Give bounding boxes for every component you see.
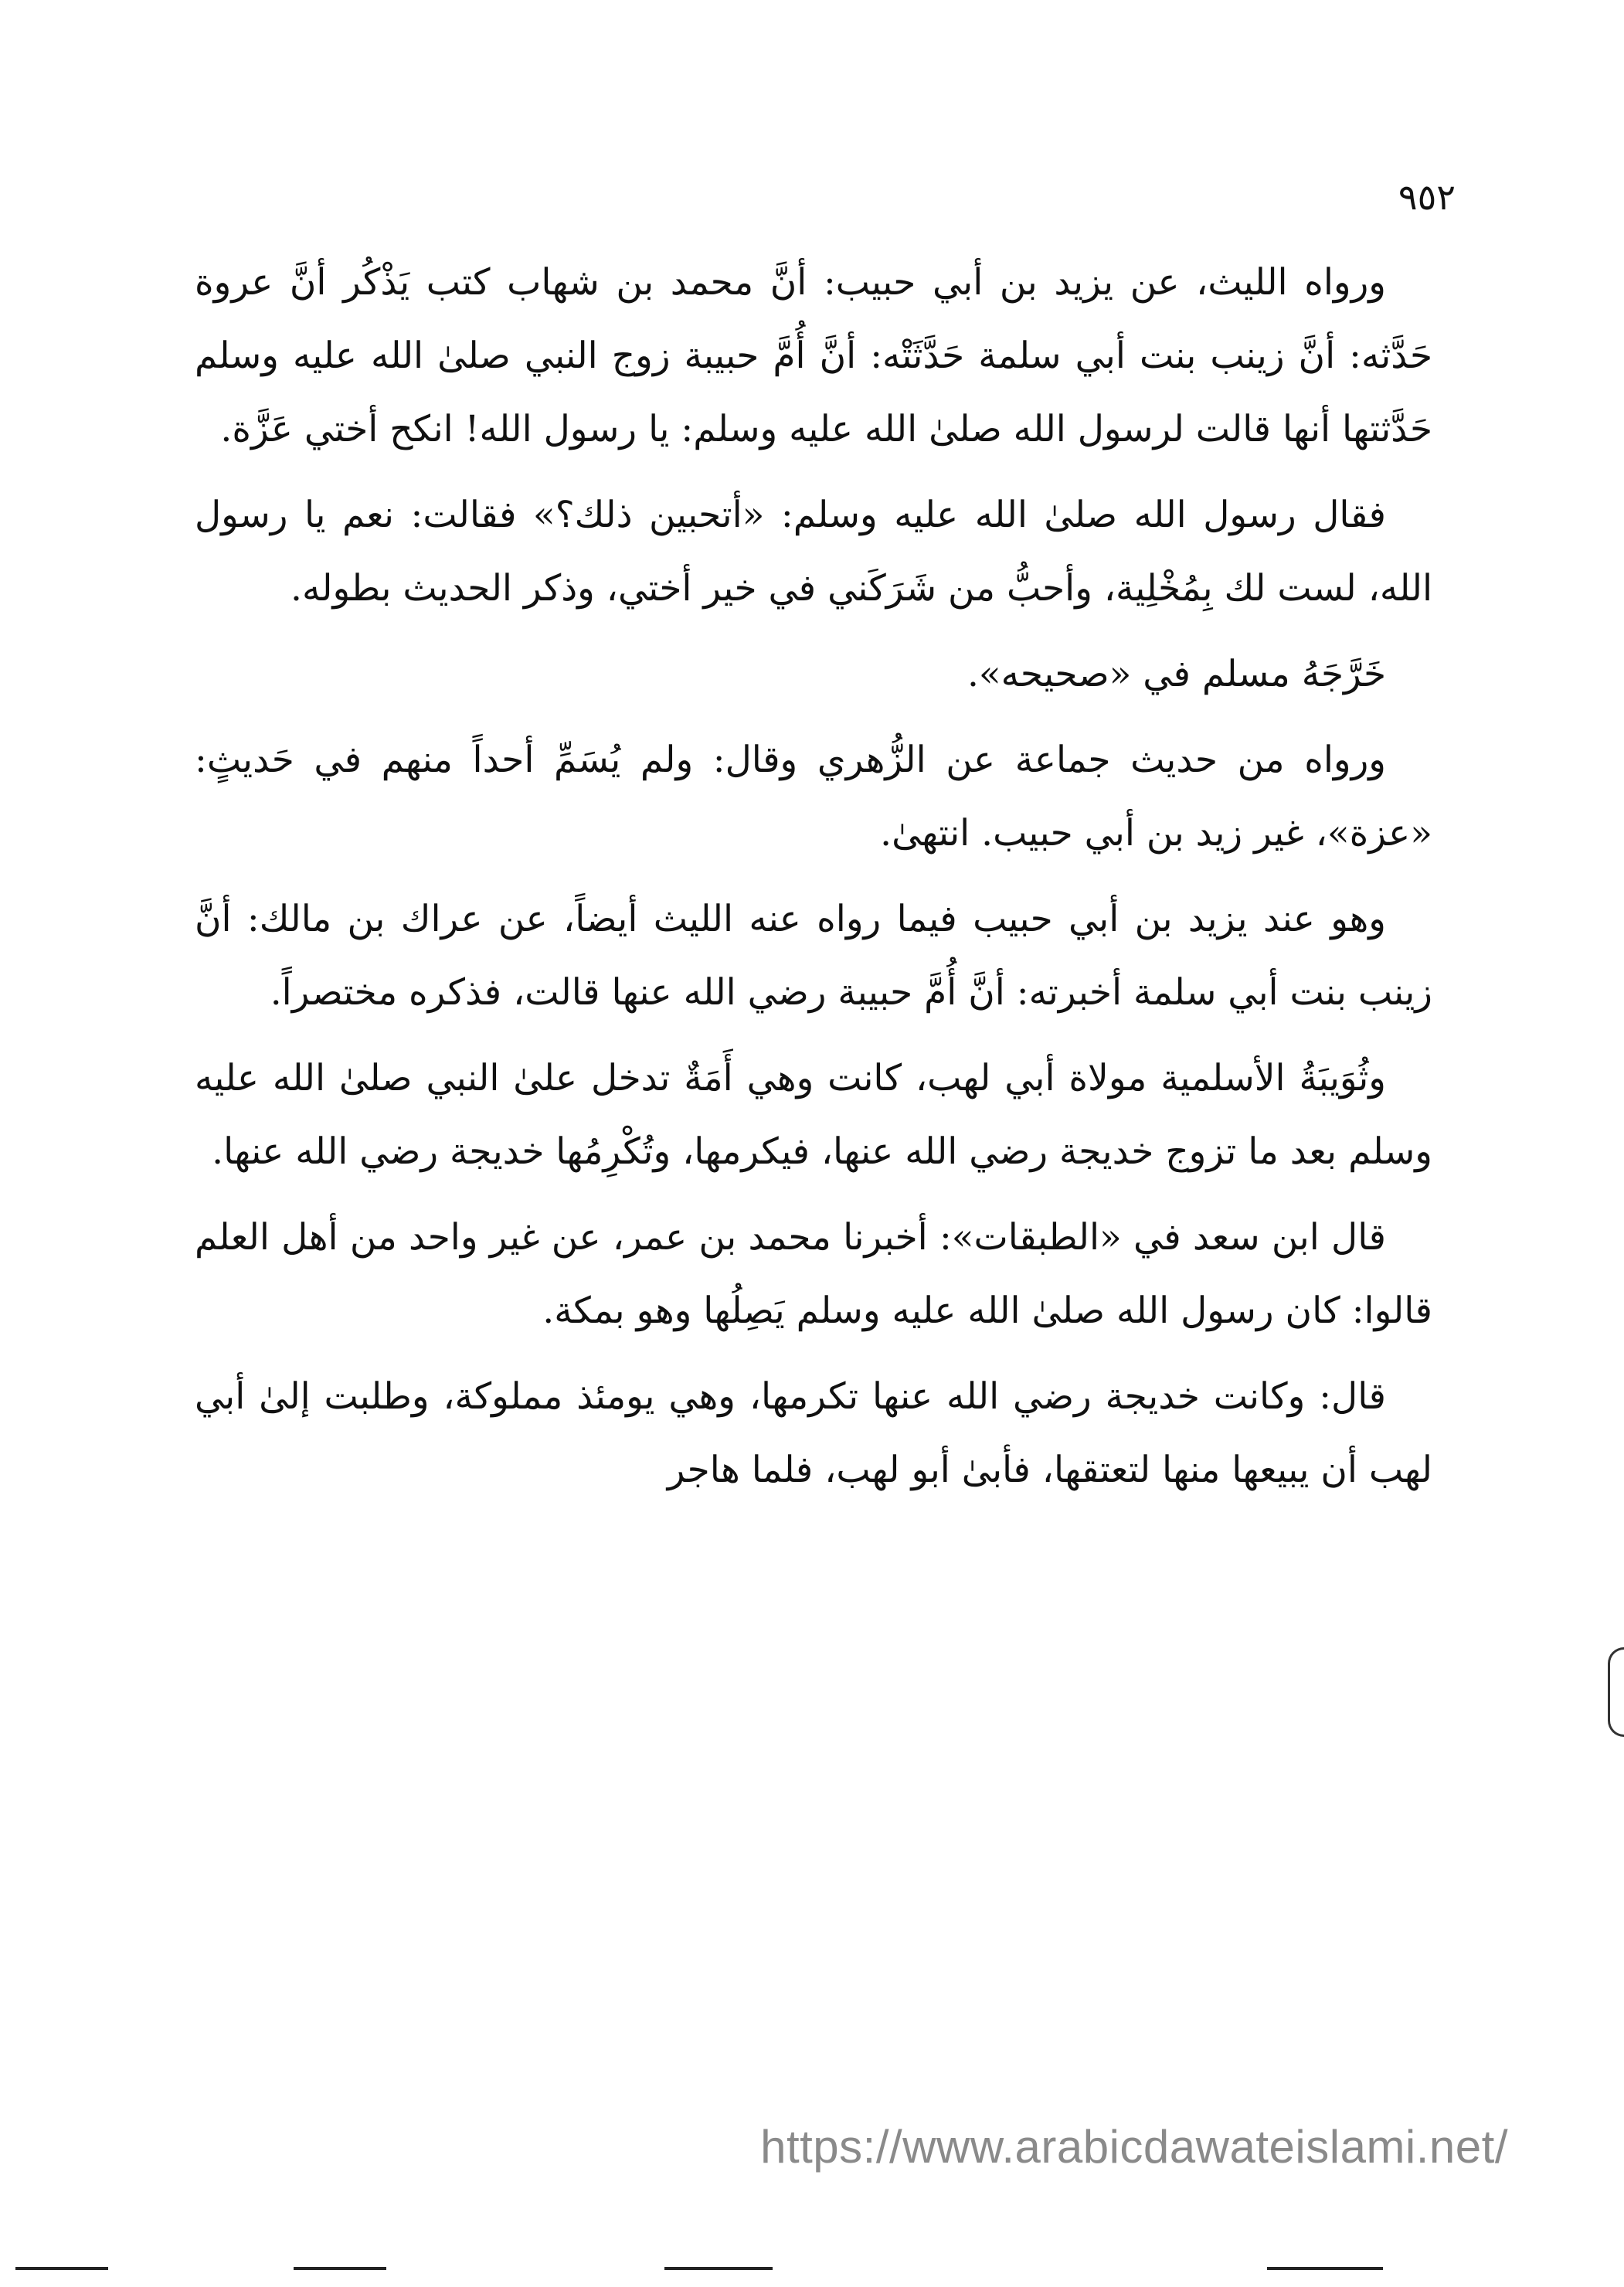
watermark-url: https://www.arabicdawateislami.net/ [760, 2121, 1508, 2173]
bottom-rule-4 [1267, 2267, 1383, 2270]
page-number: ٩٥٢ [1398, 176, 1456, 218]
paragraph-7: قال ابن سعد في «الطبقات»: أخبرنا محمد بن عمر، عن غير واحد من أهل العلم قالوا: كان رسول الله صلىٰ الله عليه وسلم يَصِلُها وهو بمكة. [195, 1216, 1432, 1332]
bottom-rule-1 [15, 2267, 108, 2270]
paragraph-3: خَرَّجَهُ مسلم في «صحيحه». [967, 653, 1386, 695]
bottom-rule-2 [294, 2267, 386, 2270]
body-text [195, 246, 1432, 1519]
paragraph-4: ورواه من حديث جماعة عن الزُّهري وقال: ولم يُسَمِّ أحداً منهم في حَديثٍ: «عزة»، غير زيد بن أبي حبيب. انتهىٰ. [195, 739, 1432, 855]
paragraph-6: وثُوَيبَةُ الأسلمية مولاة أبي لهب، كانت وهي أَمَةٌ تدخل علىٰ النبي صلىٰ الله عليه وسلم بعد ما تزوج خديجة رضي الله عنها، فيكرمها، وتُكْرِمُها خديجة رضي الله عنها. [195, 1057, 1432, 1173]
paragraph-5: وهو عند يزيد بن أبي حبيب فيما رواه عنه الليث أيضاً، عن عراك بن مالك: أنَّ زينب بنت أبي سلمة أخبرته: أنَّ أُمَّ حبيبة رضي الله عنها قالت، فذكره مختصراً. [195, 898, 1432, 1014]
page-edge-mark [1608, 1647, 1624, 1737]
bottom-rule-3 [664, 2267, 773, 2270]
paragraph-8: قال: وكانت خديجة رضي الله عنها تكرمها، وهي يومئذ مملوكة، وطلبت إلىٰ أبي لهب أن يبيعها منها لتعتقها، فأبىٰ أبو لهب، فلما هاجر [195, 1375, 1432, 1491]
paragraph-1: ورواه الليث، عن يزيد بن أبي حبيب: أنَّ محمد بن شهاب كتب يَذْكُر أنَّ عروة حَدَّثه: أنَّ زينب بنت أبي سلمة حَدَّثَتْه: أنَّ أُمَّ حبيبة زوج النبي صلىٰ الله عليه وسلم حَدَّثتها أنها قالت لرسول الله صلىٰ الله عليه وسلم: يا رسول الله! انكح أختي عَزَّة. [195, 261, 1432, 450]
paragraph-2: فقال رسول الله صلىٰ الله عليه وسلم: «أتحبين ذلك؟» فقالت: نعم يا رسول الله، لست لك بِمُخْلِية، وأحبُّ من شَرَكَني في خير أختي، وذكر الحديث بطوله. [195, 494, 1432, 610]
